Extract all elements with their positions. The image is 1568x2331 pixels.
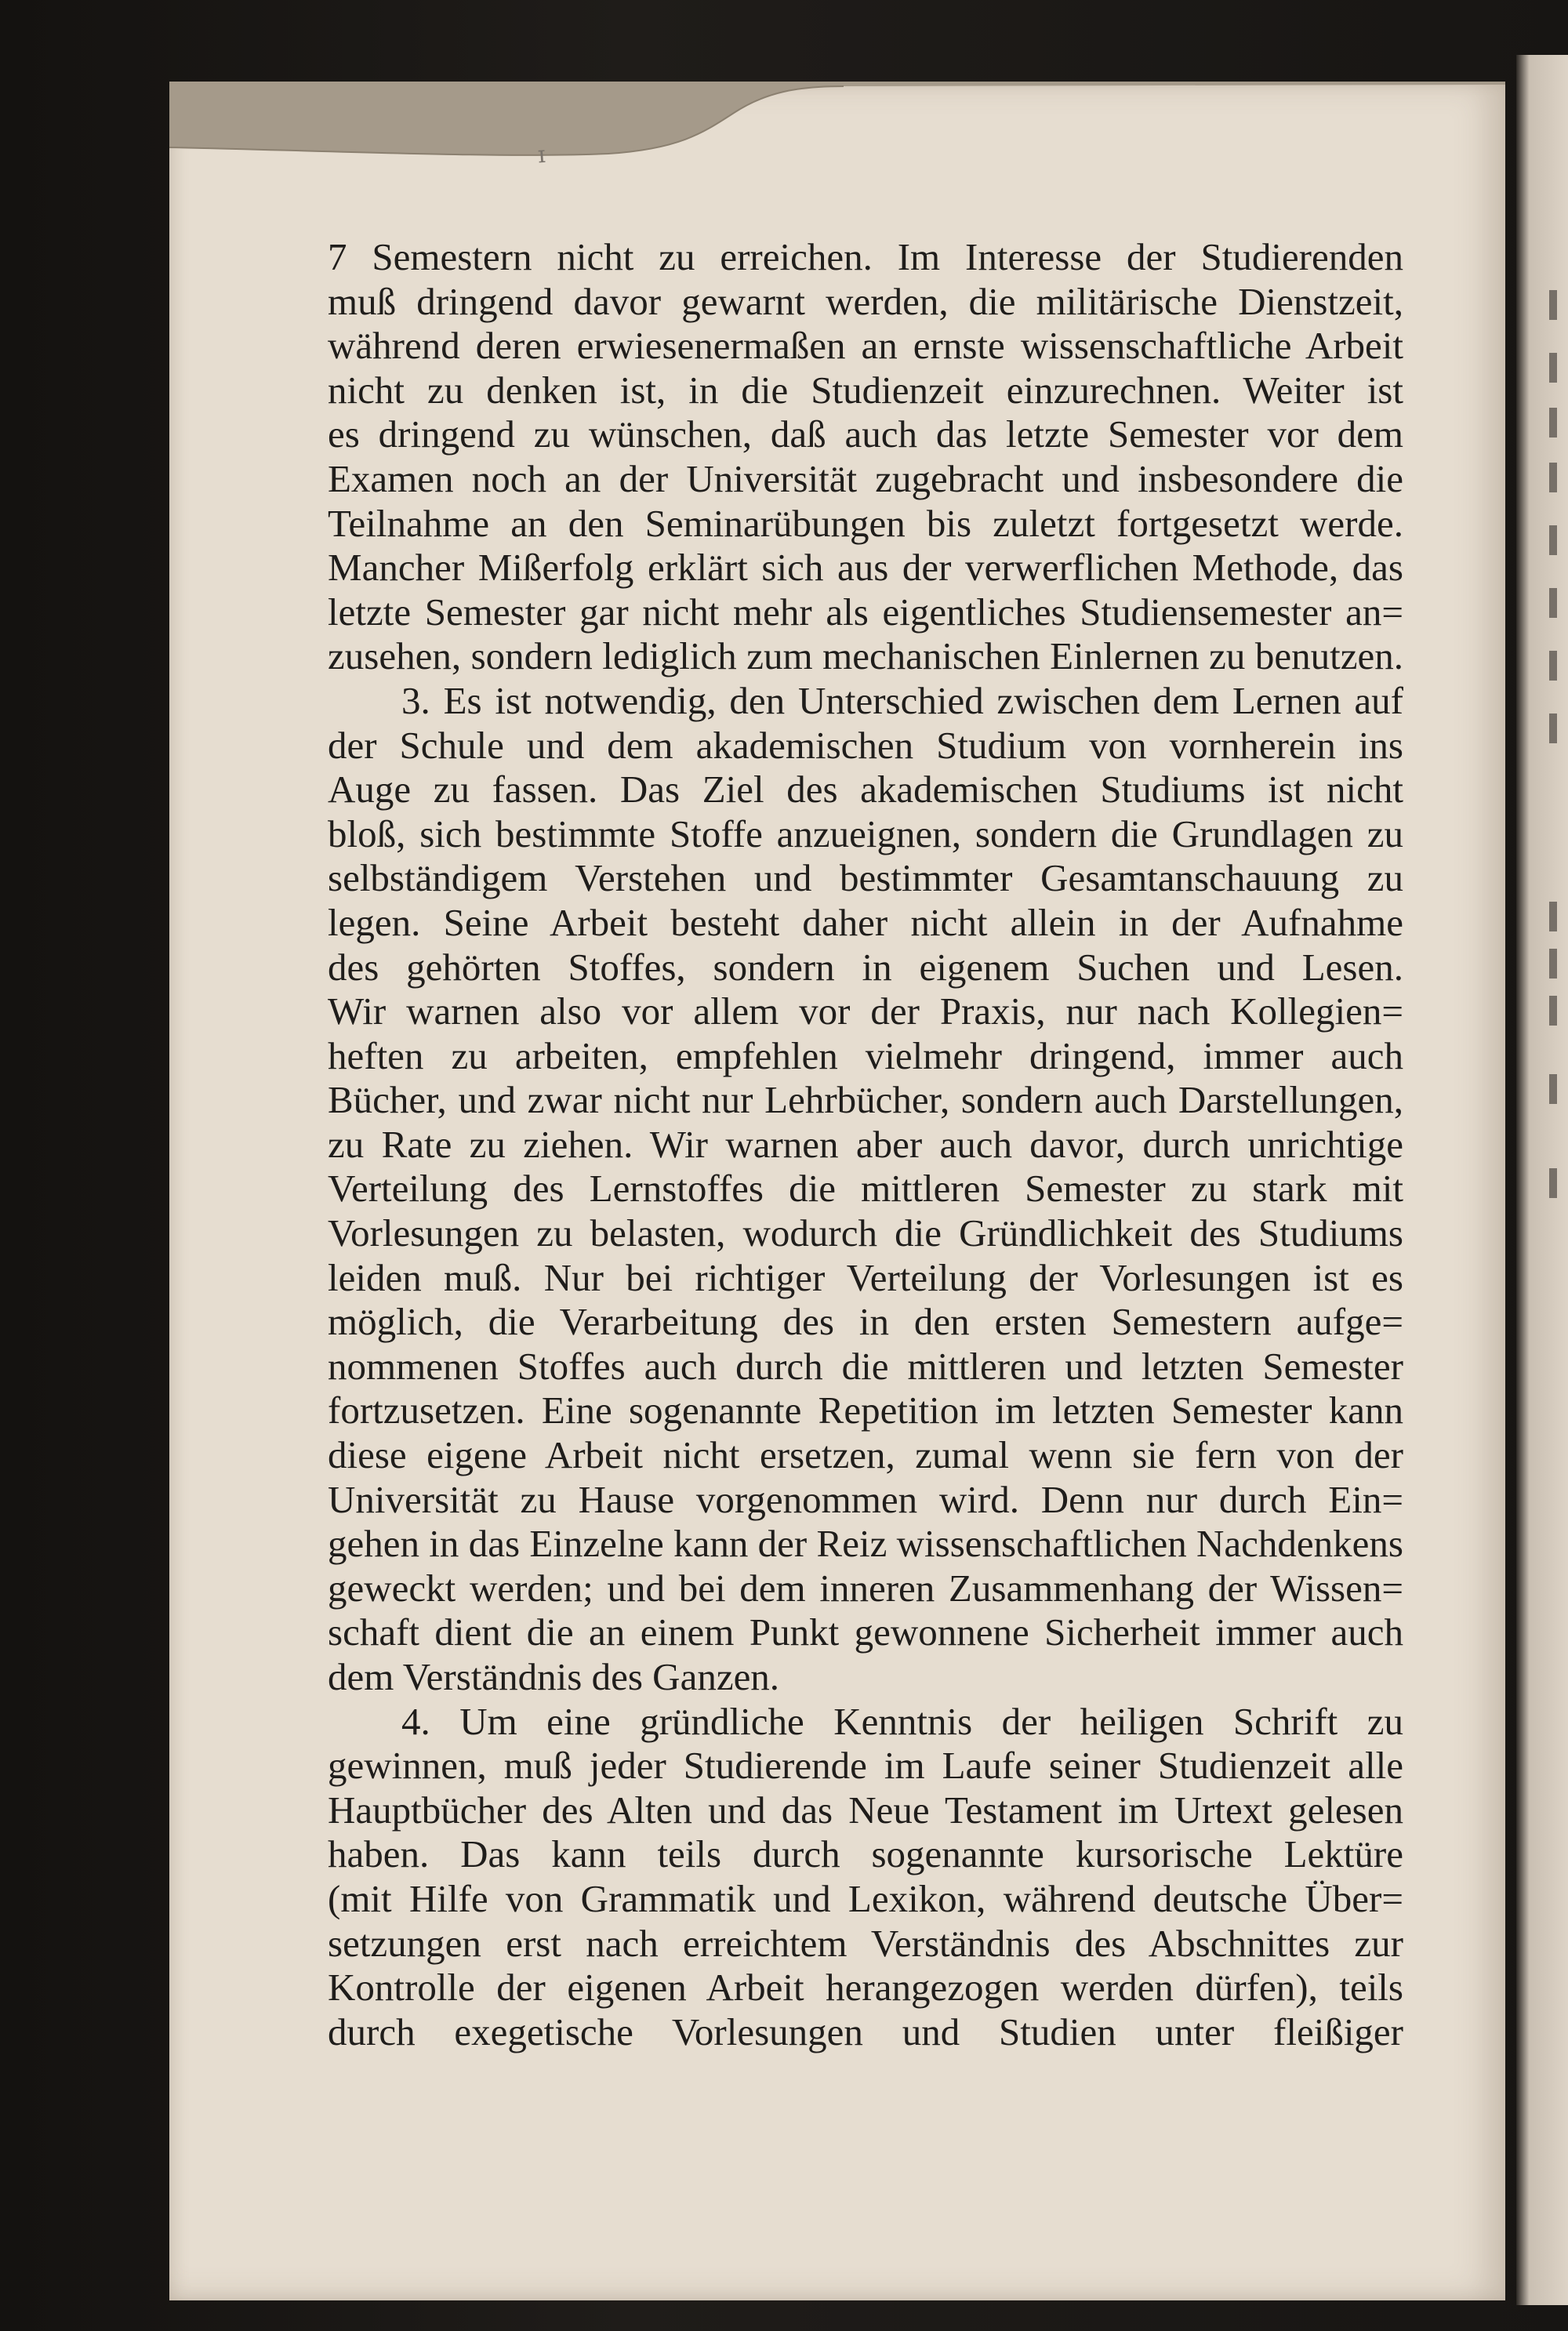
text-line: Vorlesungen zu belasten, wodurch die Gründlichkeit des Studiums: [328, 1211, 1403, 1255]
adjacent-page-edge: [1516, 55, 1568, 2305]
text-line: Hauptbücher des Alten und das Neue Testament im Urtext gelesen: [328, 1788, 1403, 1832]
text-line: muß dringend davor gewarnt werden, die militärische Dienstzeit,: [328, 279, 1403, 323]
text-line: Universität zu Hause vorgenommen wird. Denn nur durch Ein=: [328, 1477, 1403, 1521]
text-line: Bücher, und zwar nicht nur Lehrbücher, sondern auch Darstellungen,: [328, 1078, 1403, 1122]
text-line: zusehen, sondern lediglich zum mechanischen Einlernen zu benutzen.: [328, 634, 1403, 678]
text-line: dem Verständnis des Ganzen.: [328, 1655, 780, 1698]
text-line: der Schule und dem akademischen Studium von vornherein ins: [328, 723, 1403, 767]
text-line: möglich, die Verarbeitung des in den ersten Semestern aufge=: [328, 1300, 1403, 1344]
text-line: fortzusetzen. Eine sogenannte Repetition im letzten Semester kann: [328, 1389, 1403, 1432]
page-text: [328, 235, 1403, 2054]
text-line: nommenen Stoffes auch durch die mittleren und letzten Semester: [328, 1344, 1403, 1388]
text-line: es dringend zu wünschen, daß auch das letzte Semester vor dem: [328, 412, 1403, 456]
text-line: Kontrolle der eigenen Arbeit herangezogen werden dürfen), teils: [328, 1966, 1403, 2010]
text-line: nicht zu denken ist, in die Studienzeit einzurechnen. Weiter ist: [328, 368, 1403, 412]
text-line: Teilnahme an den Seminarübungen bis zuletzt fortgesetzt werde.: [328, 501, 1403, 545]
text-line: selbständigem Verstehen und bestimmter Gesamtanschauung zu: [328, 856, 1403, 900]
text-line: legen. Seine Arbeit besteht daher nicht allein in der Aufnahme: [328, 900, 1403, 944]
text-line: bloß, sich bestimmte Stoffe anzueignen, sondern die Grundlagen zu: [328, 811, 1403, 855]
text-line: zu Rate zu ziehen. Wir warnen aber auch davor, durch unrichtige: [328, 1122, 1403, 1166]
margin-annotation: ɪ: [536, 140, 551, 169]
text-line: schaft dient die an einem Punkt gewonnene Sicherheit immer auch: [328, 1610, 1403, 1654]
text-line: Verteilung des Lernstoffes die mittleren Semester zu stark mit: [328, 1167, 1403, 1211]
paragraph-2: [328, 679, 1403, 1700]
text-line: während deren erwiesenermaßen an ernste wissenschaftliche Arbeit: [328, 324, 1403, 368]
paragraph-3: [328, 1700, 1403, 2055]
text-line: des gehörten Stoffes, sondern in eigenem Suchen und Lesen.: [328, 945, 1403, 989]
text-line: diese eigene Arbeit nicht ersetzen, zumal wenn sie fern von der: [328, 1433, 1403, 1477]
text-line: gehen in das Einzelne kann der Reiz wissenschaftlichen Nachdenkens: [328, 1522, 1403, 1566]
text-line: 4. Um eine gründliche Kenntnis der heiligen Schrift zu: [401, 1699, 1403, 1743]
text-line: Mancher Mißerfolg erklärt sich aus der verwerflichen Methode, das: [328, 546, 1403, 590]
text-line: gewinnen, muß jeder Studierende im Laufe seiner Studienzeit alle: [328, 1744, 1403, 1788]
text-line: Examen noch an der Universität zugebracht und insbesondere die: [328, 456, 1403, 500]
text-line: 3. Es ist notwendig, den Unterschied zwischen dem Lernen auf: [401, 678, 1403, 722]
text-line: Wir warnen also vor allem vor der Praxis, nur nach Kollegien=: [328, 989, 1403, 1033]
text-line: leiden muß. Nur bei richtiger Verteilung der Vorlesungen ist es: [328, 1255, 1403, 1299]
text-line: haben. Das kann teils durch sogenannte kursorische Lektüre: [328, 1832, 1403, 1876]
paragraph-1: [328, 235, 1403, 679]
torn-page-corner: [169, 82, 1505, 199]
text-line: (mit Hilfe von Grammatik und Lexikon, während deutsche Über=: [328, 1876, 1403, 1920]
text-line: durch exegetische Vorlesungen und Studien unter fleißiger: [328, 2010, 1403, 2053]
text-line: Auge zu fassen. Das Ziel des akademischen Studiums ist nicht: [328, 768, 1403, 811]
text-line: setzungen erst nach erreichtem Verständnis des Abschnittes zur: [328, 1921, 1403, 1965]
text-line: heften zu arbeiten, empfehlen vielmehr dringend, immer auch: [328, 1033, 1403, 1077]
text-line: geweckt werden; und bei dem inneren Zusammenhang der Wissen=: [328, 1566, 1403, 1610]
text-line: 7 Semestern nicht zu erreichen. Im Interesse der Studierenden: [328, 235, 1403, 278]
text-line: letzte Semester gar nicht mehr als eigentliches Studiensemester an=: [328, 590, 1403, 634]
